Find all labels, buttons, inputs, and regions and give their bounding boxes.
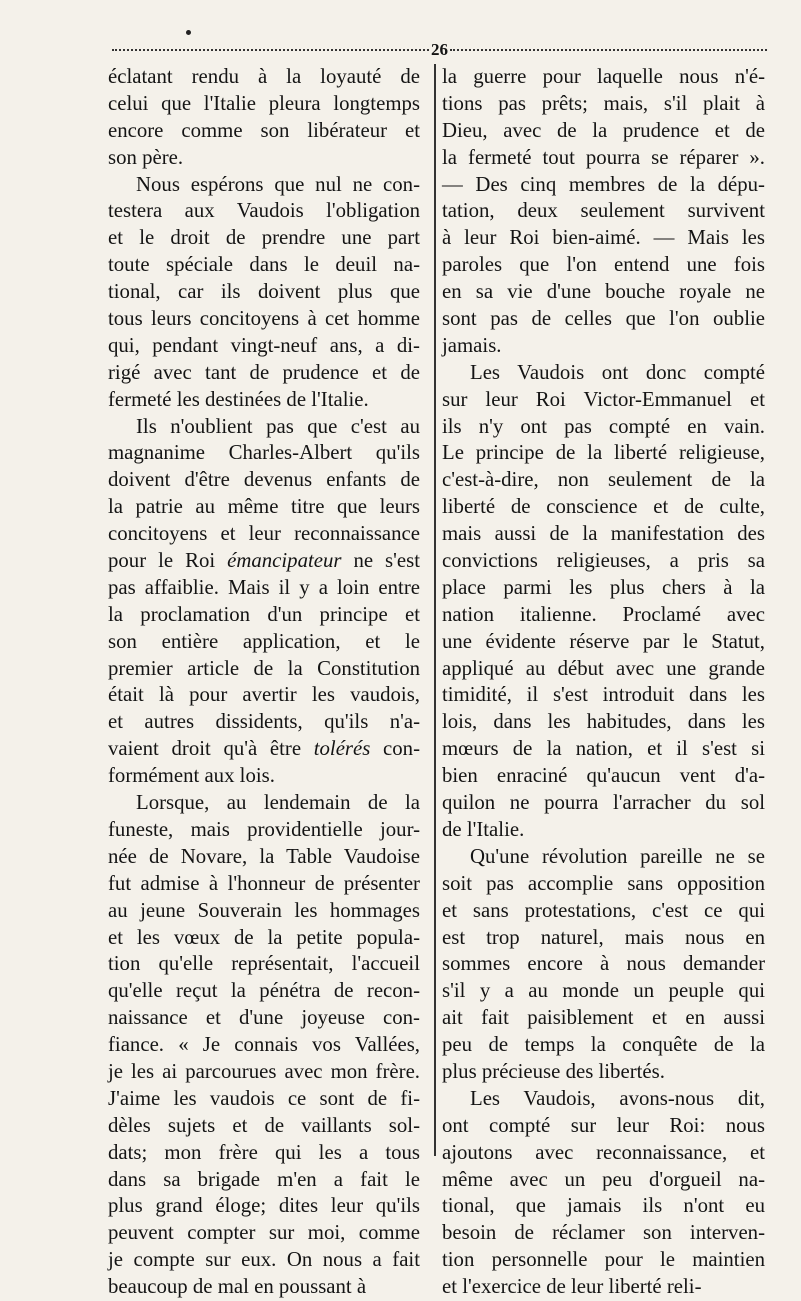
text-line: lois, dans les habitudes, dans les	[442, 710, 765, 734]
text-line: rigé avec tant de prudence et de	[108, 360, 420, 384]
text-line: paroles que l'on entend une fois	[442, 253, 765, 277]
text-line: s'il y a au monde un peuple qui	[442, 979, 765, 1003]
italic-word: tolérés	[313, 737, 371, 761]
text-line: c'est-à-dire, non seulement de la	[442, 468, 765, 492]
text-line: liberté de conscience et de culte,	[442, 495, 765, 519]
page-number: 26	[431, 40, 448, 59]
text-line: et sans protestations, c'est ce qui	[442, 898, 765, 922]
text-line: et le droit de prendre une part	[108, 226, 420, 250]
text-line: testera aux Vaudois l'obligation	[108, 199, 420, 223]
text-line: dats; mon frère qui les a tous	[108, 1140, 420, 1164]
text-line: Nous espérons que nul ne con-	[136, 172, 420, 196]
text-line: formément aux lois.	[108, 764, 275, 788]
text-line: celui que l'Italie pleura longtemps	[108, 91, 420, 115]
text-line: Les Vaudois ont donc compté	[470, 360, 765, 384]
text-line: beaucoup de mal en poussant à	[108, 1275, 367, 1299]
text-line: quilon ne pourra l'arracher du sol	[442, 791, 765, 815]
text-line: dèles sujets et de vaillants sol-	[108, 1113, 420, 1137]
header-rule-left	[112, 49, 429, 51]
text-line: Le principe de la liberté religieuse,	[442, 441, 765, 465]
text-line: pas affaiblie. Mais il y a loin entre	[108, 575, 420, 599]
text-line: jamais.	[442, 333, 502, 357]
text-line: en sa vie d'une bouche royale ne	[442, 280, 765, 304]
right-column	[442, 64, 765, 1301]
column-divider	[434, 64, 436, 1156]
italic-word: émancipateur	[227, 549, 342, 573]
text-line: je les ai parcourues avec mon frère.	[108, 1059, 420, 1083]
text-line: éclatant rendu à la loyauté de	[108, 65, 420, 88]
text-line: la guerre pour laquelle nous n'é-	[442, 65, 765, 88]
text-line: son père.	[108, 145, 184, 169]
text-line: dans sa brigade m'en a fait le	[108, 1167, 420, 1191]
text-line: tions pas prêts; mais, s'il plait à	[442, 91, 765, 115]
text-line: et les vœux de la petite popula-	[108, 925, 420, 949]
text-line: appliqué au début avec une grande	[442, 656, 765, 680]
text-line: place parmi les plus chers à la	[442, 575, 765, 599]
text-line: toute spéciale dans le deuil na-	[108, 253, 420, 277]
text-line: la proclamation d'un principe et	[108, 602, 420, 626]
text-line: concitoyens et leur reconnaissance	[108, 522, 420, 546]
text-line: tous leurs concitoyens à cet homme	[108, 307, 420, 331]
text-line: ils n'y ont pas compté en vain.	[442, 414, 765, 438]
left-column	[108, 64, 420, 1301]
text-line: magnanime Charles-Albert qu'ils	[108, 441, 420, 465]
ink-speck	[186, 30, 191, 35]
text-line: qu'elle reçut la pénétra de recon-	[108, 979, 420, 1003]
text-line: une évidente réserve par le Statut,	[442, 629, 765, 653]
text-line: pour le Roi émancipateur ne s'est	[108, 549, 420, 573]
text-line: Les Vaudois, avons-nous dit,	[470, 1086, 765, 1110]
header-rule-right	[450, 49, 767, 51]
text-line: et l'exercice de leur liberté reli-	[442, 1275, 702, 1299]
text-line: vaient droit qu'à être tolérés con-	[108, 737, 420, 761]
text-line: née de Novare, la Table Vaudoise	[108, 844, 420, 868]
text-line: nation italienne. Proclamé avec	[442, 602, 765, 626]
text-line: plus précieuse des libertés.	[442, 1059, 665, 1083]
text-line: tation, deux seulement survivent	[442, 199, 765, 223]
text-line: et autres dissidents, qu'ils n'a-	[108, 710, 420, 734]
text-line: encore comme son libérateur et	[108, 118, 420, 142]
running-header	[112, 40, 767, 60]
text-line: soit pas accomplie sans opposition	[442, 871, 765, 895]
text-line: peuvent compter sur moi, comme	[108, 1221, 420, 1245]
text-line: bien enraciné qu'aucun vent d'a-	[442, 764, 765, 788]
text-line: mœurs de la nation, et il s'est si	[442, 737, 765, 761]
text-line: la patrie au même titre que leurs	[108, 495, 420, 519]
text-line: peu de temps la conquête de la	[442, 1033, 765, 1057]
text-line: tional, que jamais ils n'ont eu	[442, 1194, 765, 1218]
text-line: au jeune Souverain les hommages	[108, 898, 420, 922]
text-line: besoin de réclamer son interven-	[442, 1221, 765, 1245]
text-line: est trop naturel, mais nous en	[442, 925, 765, 949]
text-line: Dieu, avec de la prudence et de	[442, 118, 765, 142]
text-line: ait fait paisiblement et en aussi	[442, 1006, 765, 1030]
text-line: de l'Italie.	[442, 817, 525, 841]
text-line: Lorsque, au lendemain de la	[136, 791, 420, 815]
text-line: sur leur Roi Victor-Emmanuel et	[442, 387, 765, 411]
text-line: J'aime les vaudois ce sont de fi-	[108, 1086, 420, 1110]
text-line: je compte sur eux. On nous a fait	[108, 1248, 420, 1272]
text-line: à leur Roi bien-aimé. — Mais les	[442, 226, 765, 250]
text-line: doivent d'être devenus enfants de	[108, 468, 420, 492]
text-line: la fermeté tout pourra se réparer ».	[442, 145, 765, 169]
text-line: premier article de la Constitution	[108, 656, 420, 680]
text-line: mais aussi de la manifestation des	[442, 522, 765, 546]
text-line: était là pour avertir les vaudois,	[108, 683, 420, 707]
text-line: même avec un peu d'orgueil na-	[442, 1167, 765, 1191]
text-line: fermeté les destinées de l'Italie.	[108, 387, 369, 411]
text-line: ajoutons avec reconnaissance, et	[442, 1140, 765, 1164]
text-line: fut admise à l'honneur de présenter	[108, 871, 420, 895]
text-line: tion qu'elle représentait, l'accueil	[108, 952, 420, 976]
text-line: — Des cinq membres de la dépu-	[442, 172, 765, 196]
text-line: convictions religieuses, a pris sa	[442, 549, 765, 573]
text-line: sommes encore à nous demander	[442, 952, 765, 976]
text-line: qui, pendant vingt-neuf ans, a di-	[108, 333, 420, 357]
text-line: tional, car ils doivent plus que	[108, 280, 420, 304]
text-line: naissance et d'une joyeuse con-	[108, 1006, 420, 1030]
text-line: Qu'une révolution pareille ne se	[470, 844, 765, 868]
text-line: funeste, mais providentielle jour-	[108, 817, 420, 841]
text-line: fiance. « Je connais vos Vallées,	[108, 1033, 420, 1057]
text-line: plus grand éloge; dites leur qu'ils	[108, 1194, 420, 1218]
text-line: timidité, il s'est introduit dans les	[442, 683, 765, 707]
text-line: ont compté sur leur Roi: nous	[442, 1113, 765, 1137]
text-line: sont pas de celles que l'on oublie	[442, 307, 765, 331]
text-line: tion personnelle pour le maintien	[442, 1248, 765, 1272]
text-line: son entière application, et le	[108, 629, 420, 653]
text-line: Ils n'oublient pas que c'est au	[136, 414, 420, 438]
